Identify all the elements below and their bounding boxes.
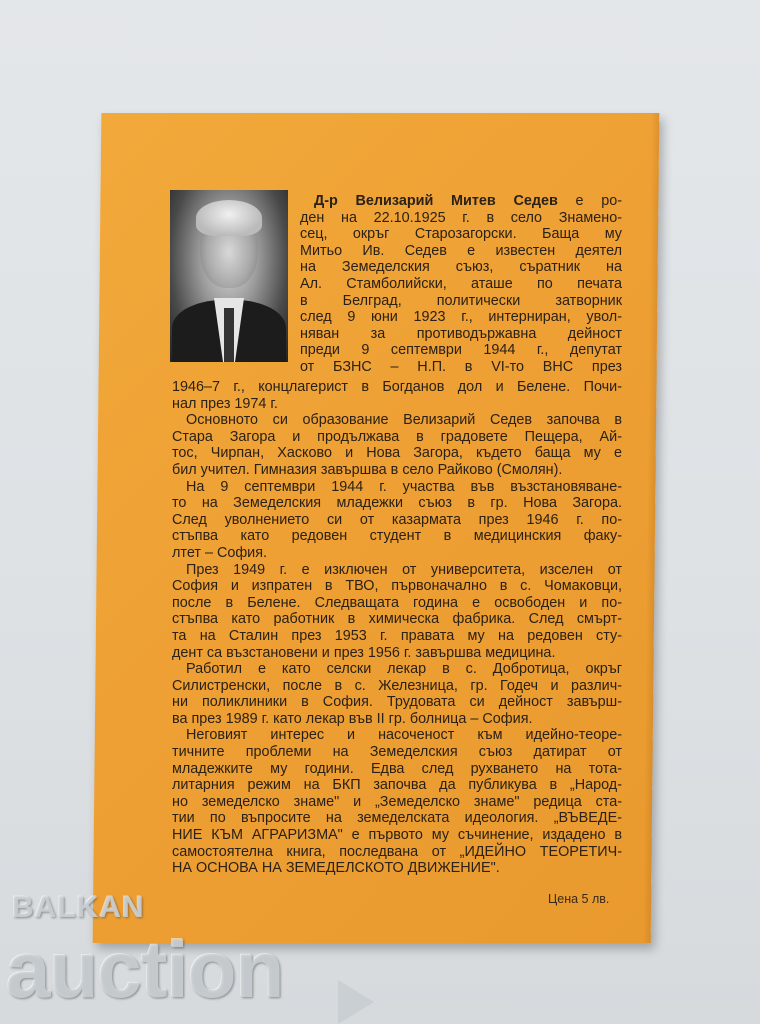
text-fragment: е ро- <box>557 193 622 209</box>
text-line: тии по въпросите на земеделската идеология. „ВЪВЕДЕ- <box>172 810 622 827</box>
text-line: Неговият интерес и насоченост към идейно-теоре- <box>186 727 622 744</box>
text-line: няван за противодържавна дейност <box>300 325 622 342</box>
text-line: от БЗНС – Н.П. в VI-то ВНС през <box>300 358 622 375</box>
portrait-hair <box>196 200 262 236</box>
text-line: 1946–7 г., концлагерист в Богданов дол и Белене. Почи- <box>172 379 622 395</box>
author-name: Д-р Велизарий Митев Седев <box>314 193 558 209</box>
text-line: ден на 22.10.1925 г. в село Знамено- <box>300 209 622 226</box>
text-line: дент са възстановени и през 1956 г. завършва медицина. <box>172 644 556 661</box>
text-line: след 9 юни 1923 г., интерниран, увол- <box>300 309 622 326</box>
text-line: ва през 1989 г. като лекар във II гр. болница – София. <box>172 710 533 727</box>
text-line: самостоятелна книга, последвана от „ИДЕЙНО ТЕОРЕТИЧ- <box>172 843 622 860</box>
text-line: после в Белене. Следващата година е освободен и по- <box>172 594 622 611</box>
text-line: та на Сталин през 1953 г. правата му на редовен сту- <box>172 627 622 644</box>
text-line: бил учител. Гимназия завършва в село Райково (Смолян). <box>172 461 563 478</box>
bio-body <box>172 379 622 877</box>
text-line: то на Земеделския младежки съюз в гр. Нова Загора. <box>172 495 622 512</box>
text-line: Ал. Стамболийски, аташе по печата <box>300 275 622 292</box>
text-line: литарния режим на БКП започва да публикува в „Народ- <box>172 777 622 794</box>
text-line: Работил е като селски лекар в с. Добротица, окръг <box>186 661 622 678</box>
text-line: София и изпратен в ТВО, първоначално в с. Чомаковци, <box>172 578 622 595</box>
text-line: Силистренски, после в с. Железница, гр. Годеч и различ- <box>172 677 622 694</box>
author-portrait-photo <box>170 190 288 362</box>
text-line: тичните проблеми на Земеделския съюз датират от <box>172 744 622 761</box>
text-line: Митьо Ив. Седев е известен деятел <box>300 242 622 259</box>
text-line <box>300 193 622 210</box>
text-line: в Белград, политически затворник <box>300 292 622 309</box>
price-label: Цена 5 лв. <box>548 892 610 906</box>
text-line: лтет – София. <box>172 544 268 561</box>
watermark-arrow-icon <box>338 980 374 1024</box>
text-line: НИЕ КЪМ АГРАРИЗМА" е първото му съчинение, издадено в <box>172 827 622 844</box>
portrait-tie <box>224 308 234 362</box>
text-line: стъпва като работник в химическа фабрика. След смърт- <box>172 611 622 628</box>
text-line: преди 9 септември 1944 г., депутат <box>300 342 622 359</box>
watermark-balkan: BALKAN <box>12 891 145 924</box>
bio-intro-column <box>300 193 622 376</box>
text-line: тос, Чирпан, Хасково и Нова Загора, където баща му е <box>172 445 622 462</box>
text-line: но земеделско знаме" и „Земеделско знаме" редица ста- <box>172 793 622 810</box>
text-line: Стара Загора и продължава в градовете Пещера, Ай- <box>172 428 622 445</box>
text-line: НА ОСНОВА НА ЗЕМЕДЕЛСКОТО ДВИЖЕНИЕ". <box>172 860 500 877</box>
text-line: нал през 1974 г. <box>172 395 278 412</box>
text-line: На 9 септември 1944 г. участва във възстановяване- <box>186 478 622 495</box>
text-line: ни поликлиники в София. Трудовата си дейност завърш- <box>172 694 622 711</box>
text-line: През 1949 г. е изключен от университета, изселен от <box>186 561 622 578</box>
text-line: сец, окръг Старозагорски. Баща му <box>300 226 622 243</box>
watermark-auction: auction <box>6 925 284 1014</box>
text-line: стъпва като редовен студент в медицинския факу- <box>172 528 622 545</box>
text-line: След уволнението си от казармата през 1946 г. по- <box>172 511 622 528</box>
text-line: на Земеделския съюз, съратник на <box>300 259 622 276</box>
text-line: Основното си образование Велизарий Седев започва в <box>186 412 622 429</box>
text-line: младежките му години. Едва след рухването на тота- <box>172 760 622 777</box>
